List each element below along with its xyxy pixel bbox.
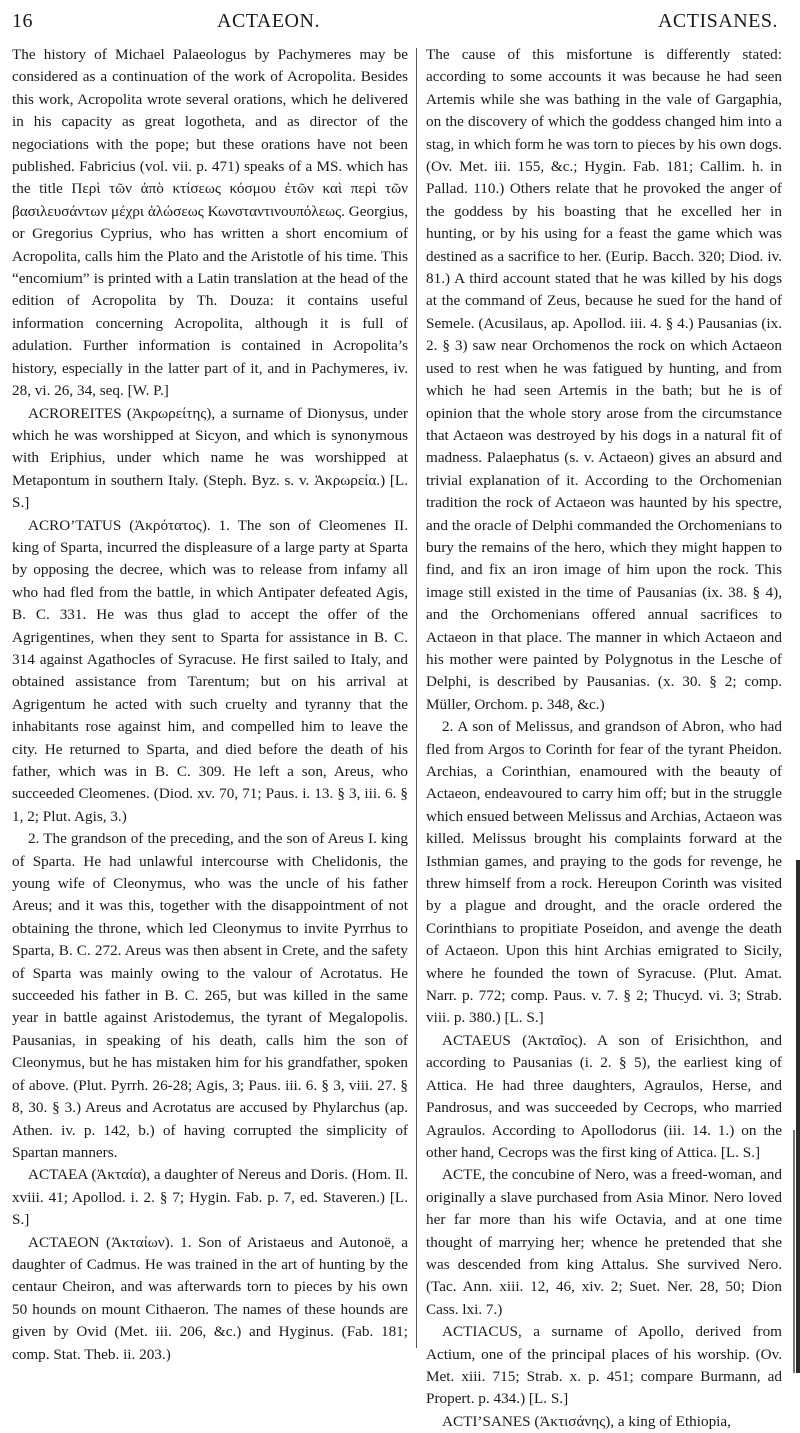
column-divider <box>416 48 417 1348</box>
page-edge-shadow-inner <box>793 1130 795 1373</box>
left-running-head: ACTAEON. <box>217 10 320 32</box>
entry-actaeus: ACTAEUS (Ἀκταῖος). A son of Erisichthon, and according to Pausanias (i. 2. § 5), the earliest king of Attica. He had three daughters, Agraulos, Herse, and Pandrosus, and was succeeded by Cecrops, who married Agraulos. According to Apollodorus (iii. 14. 1.) on the other hand, Cecrops was the first king of Attica. [L. S.] <box>426 1031 782 1161</box>
entry-actiacus: ACTIACUS, a surname of Apollo, derived from Actium, one of the principal places of his worship. (Ov. Met. xiii. 715; Strab. x. p. 451; compare Burmann, ad Propert. p. 434.) [L. S.] <box>426 1323 782 1408</box>
entry-acroreites: ACROREITES (Ἀκρωρείτης), a surname of Dionysus, under which he was worshipped at Sicyon, and which is synonymous with Eriphius, under which name he was worshipped at Metapontum in southern Italy. (Steph. Byz. s. v. Ἀκρωρεία.) [L. S.] <box>12 404 408 512</box>
right-running-head: ACTISANES. <box>657 10 778 32</box>
entry-actisanes: ACTI’SANES (Ἀκτισάνης), a king of Ethiopia, <box>442 1412 731 1430</box>
left-column <box>12 44 408 1366</box>
entry-acrotatus: ACRO’TATUS (Ἀκρότατος). 1. The son of Cleomenes II. king of Sparta, incurred the displeasure of a large party at Sparta by opposing the decree, which was to release from infamy all who had fled from the battle, in which Antipater defeated Agis, B. C. 331. He was thus glad to accept the offer of the Agrigentines, when they sent to Sparta for assistance in B. C. 314 against Agathocles of Syracuse. He first sailed to Italy, and obtained assistance from Tarentum; but on his arrival at Agrigentum he acted with such cruelty and tyranny that the inhabitants rose against him, and compelled him to leave the city. He returned to Sparta, and died before the death of his father, which was in B. C. 309. He left a son, Areus, who succeeded Cleomenes. (Diod. xv. 70, 71; Paus. i. 13. § 3, iii. 6. § 1, 2; Plut. Agis, 3.) <box>12 516 408 825</box>
paragraph-acropolita-continued: The history of Michael Palaeologus by Pachymeres may be considered as a continuation of the work of Acropolita. Besides this work, Acropolita wrote several orations, which he delivered in his capacity as great logotheta, and as director of the negociations with the pope; but these orations have not been published. Fabricius (vol. vii. p. 471) speaks of a MS. which has the title Περὶ τῶν ἀπὸ κτίσεως κόσμου ἐτῶν καὶ περὶ τῶν βασιλευσάντων μέχρι ἁλώσεως Κωνσταντινουπόλεως. Georgius, or Gregorius Cyprius, who has written a short encomium of Acropolita, calls him the Plato and the Aristotle of his time. This “encomium” is printed with a Latin translation at the head of the edition of Acropolita by Th. Douza: it contains useful information concerning Acropolita, although it is full of adulation. Further information is contained in Acropolita’s history, especially in the latter part of it, and in Pachymeres, iv. 28, vi. 26, 34, seq. [W. P.] <box>12 46 408 400</box>
entry-actaea: ACTAEA (Ἀκταία), a daughter of Nereus and Doris. (Hom. Il. xviii. 41; Apollod. i. 2. § 7; Hygin. Fab. p. 7, ed. Staveren.) [L. S.] <box>12 1166 408 1229</box>
page-number: 16 <box>12 10 33 32</box>
entry-actaeon-2: 2. A son of Melissus, and grandson of Abron, who had fled from Argos to Corinth for fear of the tyrant Pheidon. Archias, a Corinthian, enamoured with the beauty of Actaeon, endeavoured to carry him off; but in the struggle which ensued between Melissus and Archias, Actaeon was killed. Melissus brought his complaints forward at the Isthmian games, and praying to the gods for revenge, he threw himself from a rock. Hereupon Corinth was visited by a plague and drought, and the oracle ordered the Corinthians to propitiate Poseidon, and avenge the death of Actaeon. Upon this hint Archias emigrated to Sicily, where he founded the town of Syracuse. (Plut. Amat. Narr. p. 772; comp. Paus. v. 7. § 2; Thucyd. vi. 3; Strab. viii. p. 380.) [L. S.] <box>426 718 782 1027</box>
entry-actaeon: ACTAEON (Ἀκταίων). 1. Son of Aristaeus and Autonoë, a daughter of Cadmus. He was trained in the art of hunting by the centaur Cheiron, and was afterwards torn to pieces by his own 50 hounds on mount Cithaeron. The names of these hounds are given by Ovid (Met. iii. 206, &c.) and Hyginus. (Fab. 181; comp. Stat. Theb. ii. 203.) <box>12 1233 408 1363</box>
page-edge-shadow <box>796 860 800 1373</box>
right-column <box>426 44 782 1433</box>
paragraph-actaeon-continued: The cause of this misfortune is differently stated: according to some accounts it was because he had seen Artemis while she was bathing in the vale of Gargaphia, on the discovery of which the goddess changed him into a stag, in which form he was torn to pieces by his own dogs. (Ov. Met. iii. 155, &c.; Hygin. Fab. 181; Callim. h. in Pallad. 110.) Others relate that he provoked the anger of the goddess by his boasting that he excelled her in hunting, or by his using for a feast the game which was destined as a sacrifice to her. (Eurip. Bacch. 320; Diod. iv. 81.) A third account stated that he was killed by his dogs at the command of Zeus, because he sued for the hand of Semele. (Acusilaus, ap. Apollod. iii. 4. § 4.) Pausanias (ix. 2. § 3) saw near Orchomenos the rock on which Actaeon used to rest when he was fatigued by hunting, and from which he had seen Artemis in the bath; but he is of opinion that the whole story arose from the circumstance that Actaeon was destroyed by his dogs in a natural fit of madness. Palaephatus (s. v. Actaeon) gives an absurd and trivial explanation of it. According to the Orchomenian tradition the rock of Actaeon was haunted by his spectre, and the oracle of Delphi commanded the Orchomenians to bury the remains of the hero, which they might happen to find, and fix an iron image of him upon the rock. This image still existed in the time of Pausanias (ix. 38. § 4), and the Orchomenians offered annual sacrifices to Actaeon in that place. The manner in which Actaeon and his mother were painted by Polygnotus in the Lesche of Delphi, is described by Pausanias. (x. 30. § 2; comp. Müller, Orchom. p. 348, &c.) <box>426 46 783 713</box>
entry-acrotatus-2: 2. The grandson of the preceding, and the son of Areus I. king of Sparta. He had unlawful intercourse with Chelidonis, the young wife of Cleonymus, who was the uncle of his father Areus; and it was this, together with the disappointment of not obtaining the throne, which led Cleonymus to invite Pyrrhus to Sparta, B. C. 272. Areus was then absent in Crete, and the safety of Sparta was mainly owing to the valour of Acrotatus. He succeeded his father in B. C. 265, but was killed in the same year in battle against Aristodemus, the tyrant of Megalopolis. Pausanias, in speaking of his death, calls him the son of Cleonymus, but he has mistaken him for his grandfather, spoken of above. (Plut. Pyrrh. 26-28; Agis, 3; Paus. iii. 6. § 3, viii. 27. § 8, 30. § 3.) Areus and Acrotatus are accused by Phylarchus (ap. Athen. iv. p. 142, b.) of having corrupted the simplicity of Spartan manners. <box>12 830 408 1161</box>
running-header <box>12 4 778 38</box>
entry-acte: ACTE, the concubine of Nero, was a freed-woman, and originally a slave purchased from Asia Minor. Nero loved her far more than his wife Octavia, and at one time thought of marrying her; whence he pretended that she was descended from king Attalus. She survived Nero. (Tac. Ann. xiii. 12, 46, xiv. 2; Suet. Ner. 28, 50; Dion Cass. lxi. 7.) <box>426 1166 782 1318</box>
